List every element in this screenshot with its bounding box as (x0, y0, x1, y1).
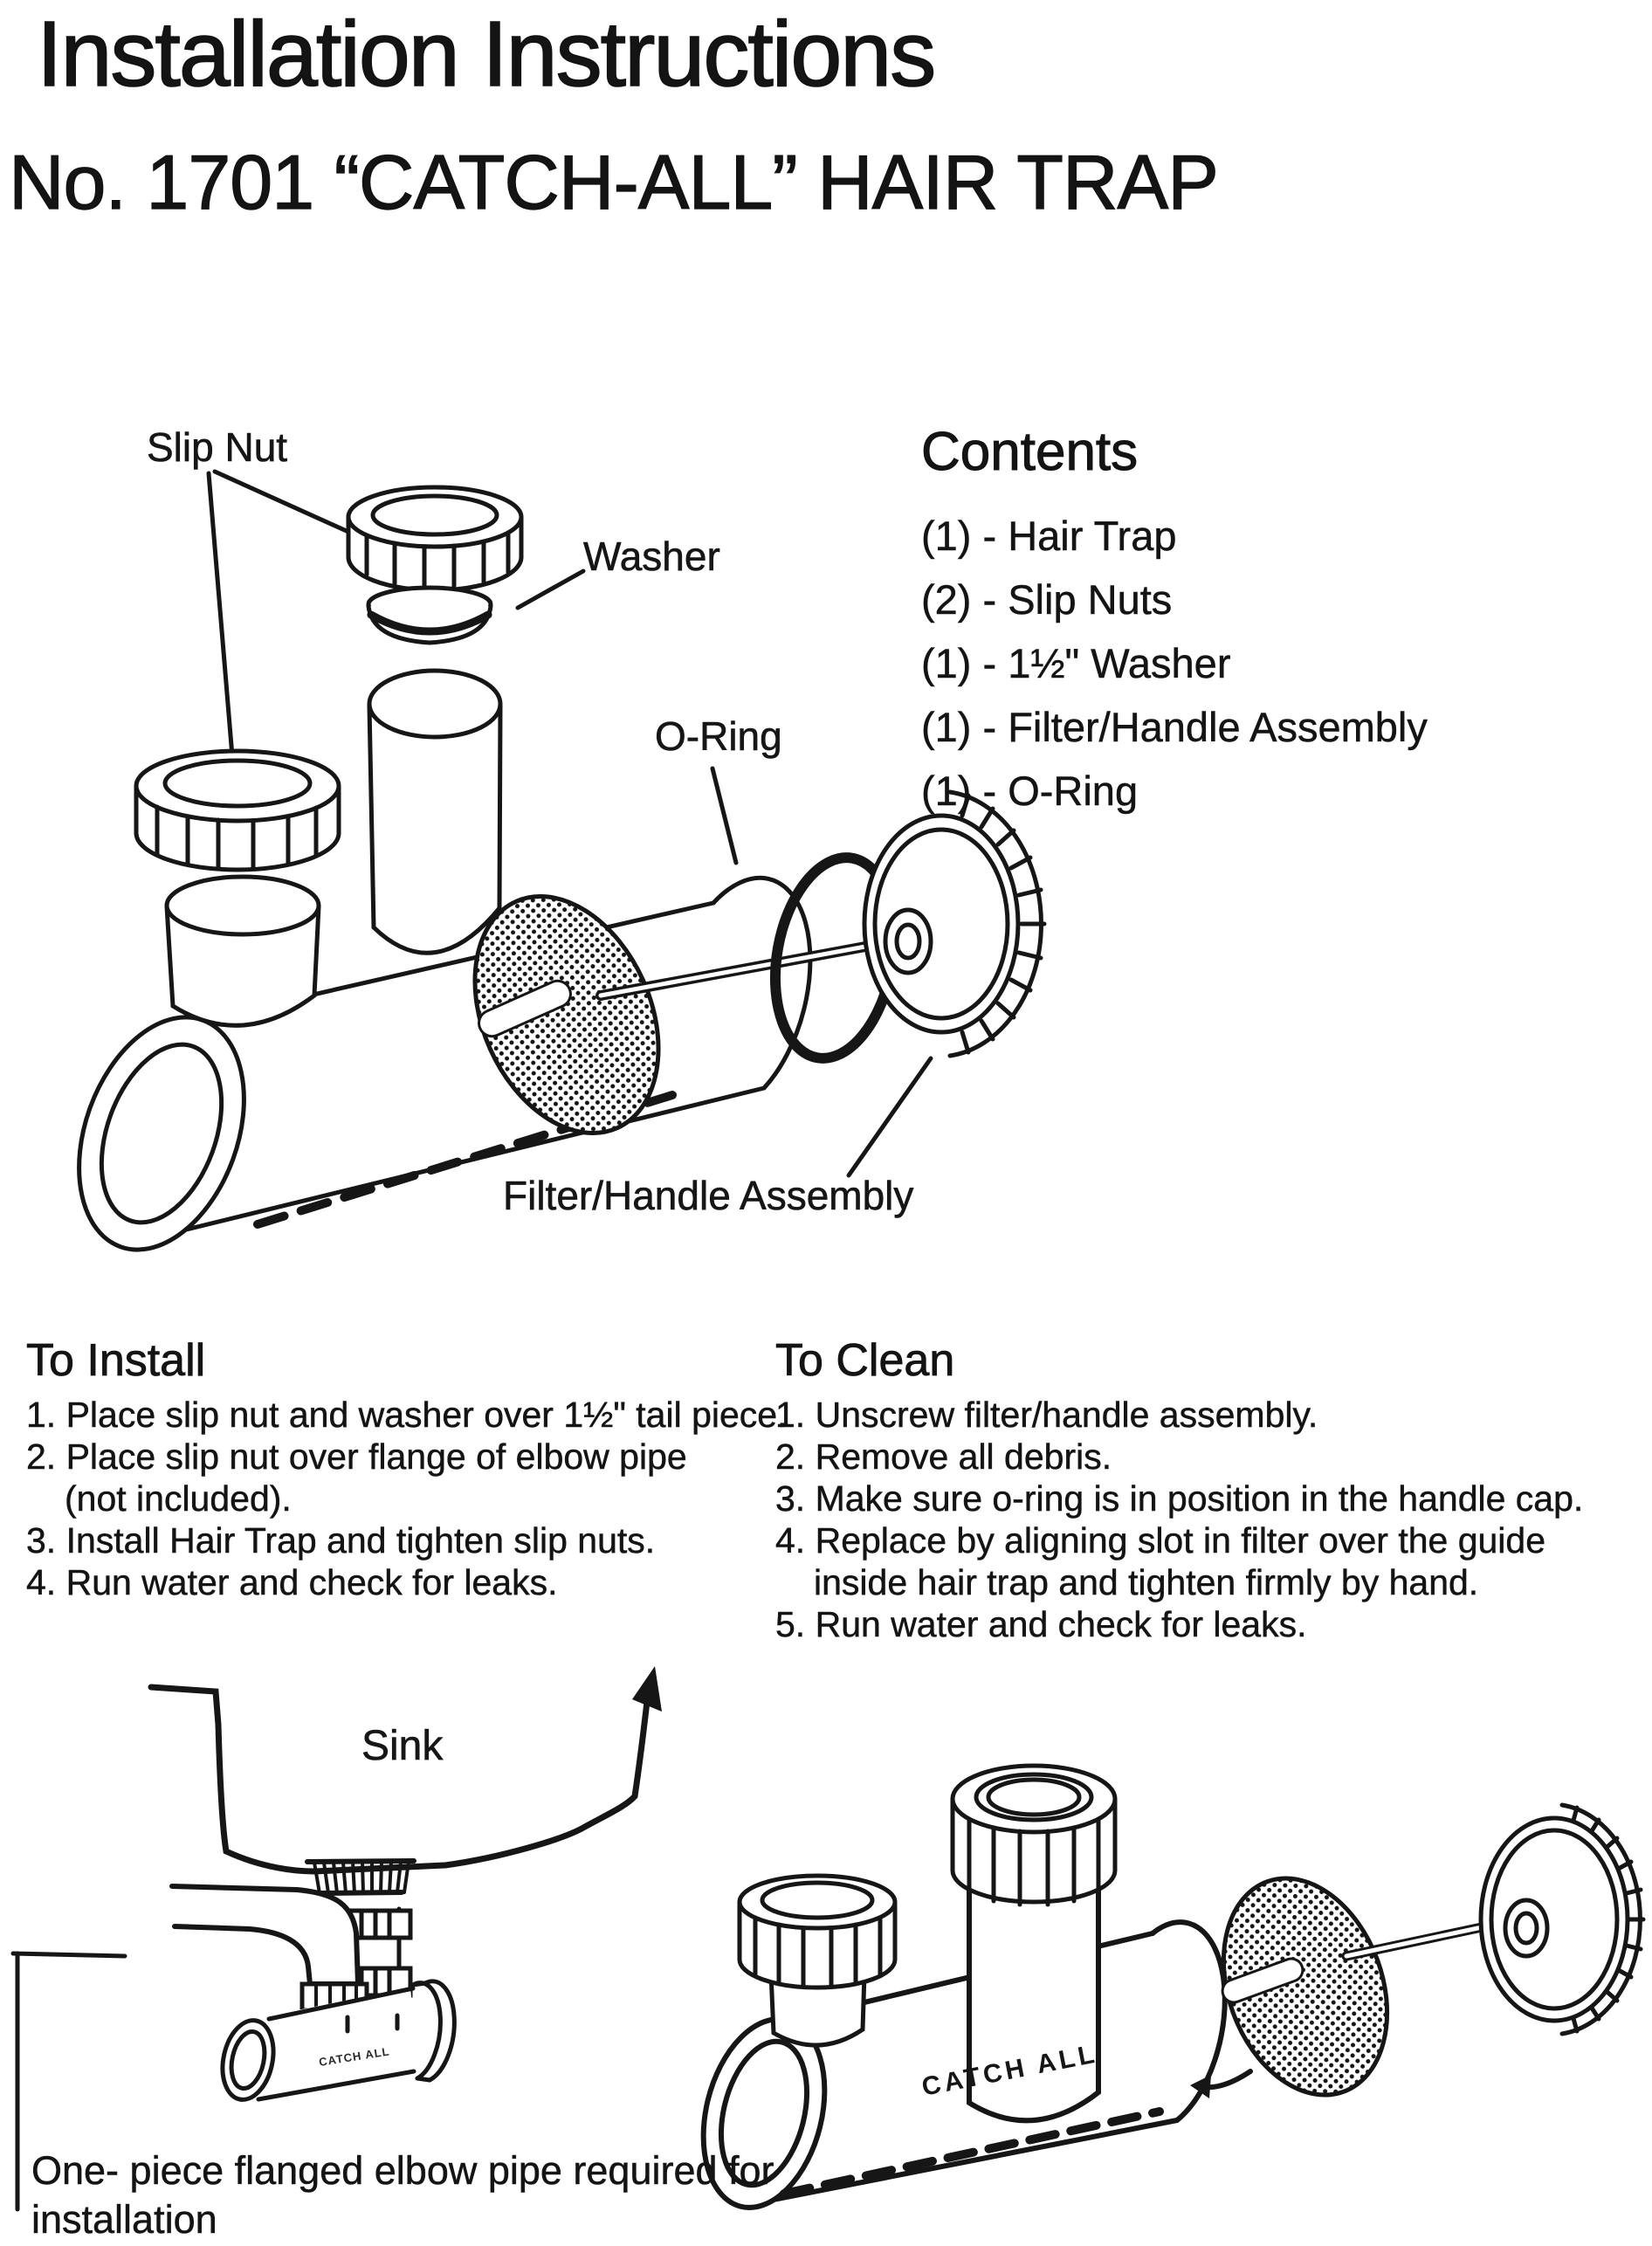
clean-heading: To Clean (775, 1335, 955, 1386)
clean-step: 1. Unscrew filter/handle assembly. (775, 1395, 1318, 1435)
o-ring-label: O-Ring (655, 713, 782, 759)
contents-item: (1) - Filter/Handle Assembly (921, 704, 1428, 750)
contents-section (921, 421, 1428, 823)
slip-nut-label: Slip Nut (147, 424, 288, 470)
footer-note-line: One- piece flanged elbow pipe required for (31, 2148, 774, 2193)
clean-step: 5. Run water and check for leaks. (775, 1604, 1307, 1644)
install-step-continued: (not included). (65, 1478, 292, 1519)
contents-heading: Contents (921, 422, 1139, 482)
install-step: 1. Place slip nut and washer over 1½" tail piece. (26, 1395, 788, 1435)
install-step: 2. Place slip nut over flange of elbow pipe (26, 1436, 687, 1477)
tail-piece-drawing (369, 671, 500, 953)
clean-step: 2. Remove all debris. (775, 1436, 1112, 1477)
catch-all-assembly-diagram (681, 1685, 1652, 2246)
catch-all-filter-disc-drawing (1195, 1856, 1416, 2119)
clean-steps (775, 1394, 1583, 1645)
clean-step-continued: inside hair trap and tighten firmly by hand. (814, 1562, 1479, 1602)
page-title: Installation Instructions (37, 3, 935, 106)
filter-handle-assembly-label: Filter/Handle Assembly (503, 1173, 914, 1218)
install-step: 3. Install Hair Trap and tighten slip nuts. (26, 1520, 656, 1560)
exploded-diagram (35, 384, 1048, 1310)
slip-nut-bottom-drawing (136, 751, 339, 870)
contents-item: (2) - Slip Nuts (921, 576, 1173, 623)
contents-item: (1) - O-Ring (921, 768, 1139, 814)
catch-all-brand-text: CATCH ALL (919, 2039, 1100, 2102)
clean-step: 3. Make sure o-ring is in position in the handle cap. (775, 1478, 1584, 1519)
contents-item: (1) - Hair Trap (921, 513, 1177, 559)
handle-cap-drawing (864, 792, 1044, 1056)
contents-item: (1) - 1½" Washer (921, 640, 1231, 686)
catch-all-cap-drawing (1481, 1805, 1643, 2034)
washer-drawing (368, 588, 491, 643)
footer-note (31, 2146, 817, 2244)
washer-label: Washer (583, 534, 720, 579)
slip-nut-top-drawing (348, 487, 521, 590)
clean-step: 4. Replace by aligning slot in filter over the guide (775, 1520, 1546, 1560)
footer-note-line: installation (31, 2197, 217, 2242)
install-step: 4. Run water and check for leaks. (26, 1562, 558, 1602)
inlet-stub-drawing (167, 877, 319, 1025)
install-heading: To Install (26, 1335, 206, 1386)
sink-label: Sink (361, 1723, 444, 1769)
sink-trap-brand-text: CATCH ALL (318, 2044, 391, 2069)
page-subtitle: No. 1701 “CATCH-ALL” HAIR TRAP (9, 139, 1218, 225)
install-steps (26, 1394, 788, 1603)
